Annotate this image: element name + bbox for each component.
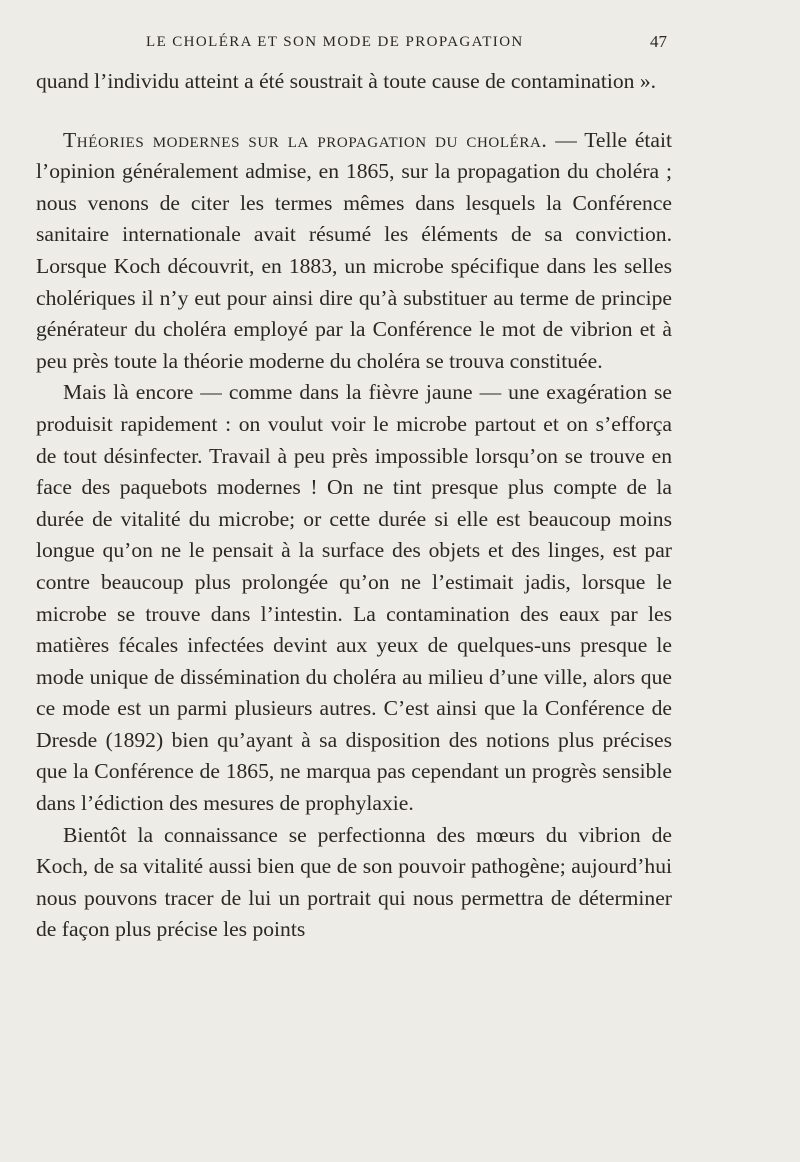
paragraph-vibrion: Bientôt la connaissance se perfectionna des mœurs du vibrion de Koch, de sa vitalité aussi bien que de son pouvoir pathogène; aujourd’hui nous pouvons tracer de lui un portrait qui nous permettra de déterminer de façon plus précise les points: [36, 822, 672, 942]
paragraph-theories-text: Telle était l’opinion généralement admise, en 1865, sur la propagation du choléra ; nous venons de citer les termes mêmes dans lesquels la Conférence sanitaire internationale avait résumé les éléments de sa conviction. Lorsque Koch découvrit, en 1883, un microbe spécifique dans les selles cholériques il n’y eut pour ainsi dire qu’à substituer au terme de principe générateur du choléra employé par la Conférence le mot de vibrion et à peu près toute la théorie moderne du choléra se trouva constituée.: [36, 127, 672, 373]
page-number: 47: [650, 32, 667, 51]
running-title: LE CHOLÉRA ET SON MODE DE PROPAGATION: [146, 34, 524, 50]
paragraph-exaggeration: Mais là encore — comme dans la fièvre jaune — une exagération se produisit rapidement : on voulut voir le microbe partout et on s’efforça de tout désinfecter. Travail à peu près impossible lorsqu’on se trouve en face des paquebots modernes ! On ne tint presque plus compte de la durée de vitalité du microbe; or cette durée si elle est beaucoup moins longue qu’on ne le pensait à la surface des objets et des linges, est par contre beaucoup plus prolongée qu’on ne l’estimait jadis, lorsque le microbe se trouve dans l’intestin. La contamination des eaux par les matières fécales infectées devint aux yeux de quelques-uns presque le mode unique de dissémination du choléra au milieu d’une ville, alors que ce mode est un parmi plusieurs autres. C’est ainsi que la Conférence de Dresde (1892) bien qu’ayant à sa disposition des notions plus précises que la Conférence de 1865, ne marqua pas cependant un progrès sensible dans l’édiction des mesures de prophylaxie.: [36, 380, 672, 816]
body-text: [36, 66, 672, 946]
paragraph-theories: [36, 125, 672, 378]
section-heading: Théories modernes sur la propagation du choléra.: [63, 127, 548, 152]
heading-dash: —: [547, 127, 585, 152]
paragraph-continuation: quand l’individu atteint a été soustrait à toute cause de contamination ».: [36, 69, 657, 93]
section-spacer: [36, 98, 672, 125]
